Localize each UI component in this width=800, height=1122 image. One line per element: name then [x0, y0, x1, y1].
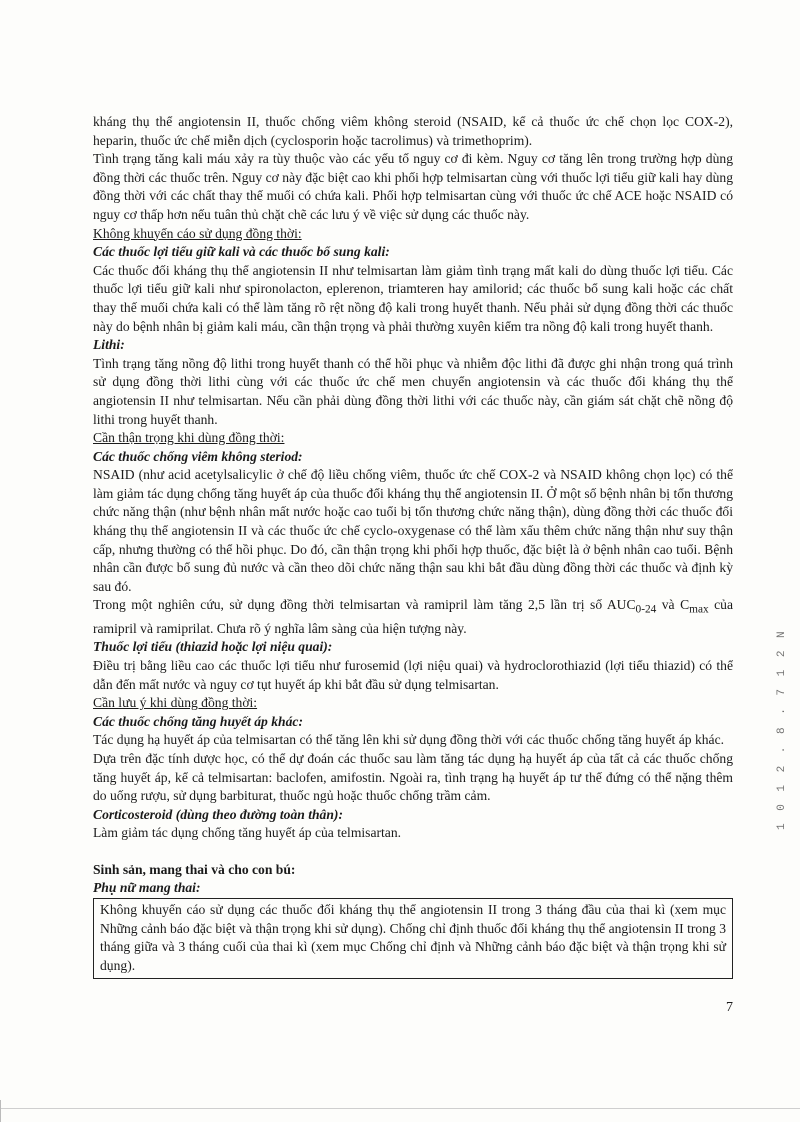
heading-lithium: Lithi:	[93, 337, 125, 353]
paragraph-hyperkalemia-risk: Tình trạng tăng kali máu xảy ra tùy thuộc vào các yếu tố nguy cơ đi kèm. Nguy cơ tăng lên trong trường hợp dùng đồng thời các thuốc trên. Nguy cơ này đặc biệt cao khi phối hợp telmisartan cùng với thuốc lợi tiểu giữ kali hay dùng đồng thời với các chất thay thế muối có chứa kali. Phối hợp telmisartan cùng với thuốc ức chế ACE hoặc NSAID có nguy cơ thấp hơn nếu tuân thủ chặt chẽ các lưu ý về việc sử dụng các thuốc này.	[93, 151, 733, 222]
heading-potassium-sparing-diuretics: Các thuốc lợi tiểu giữ kali và các thuốc bổ sung kali:	[93, 244, 390, 260]
corner-divider	[0, 1100, 1, 1122]
heading-nsaid: Các thuốc chống viêm không steriod:	[93, 448, 303, 464]
auc-subscript: 0-24	[635, 604, 657, 617]
heading-note: Cần lưu ý khi dùng đồng thời:	[93, 695, 258, 711]
paragraph-corticosteroid: Làm giảm tác dụng chống tăng huyết áp của telmisartan.	[93, 825, 402, 841]
paragraph-pharmacology: Dựa trên đặc tính dược học, có thể dự đoán các thuốc sau làm tăng tác dụng hạ huyết áp của tất cả các thuốc chống tăng huyết áp, kể cả telmisartan: baclofen, amifostin. Ngoài ra, tình trạng hạ huyết áp tư thế đứng có thể nặng thêm do uống rượu, sử dụng barbiturat, thuốc ngủ hoặc thuốc chống trầm cảm.	[93, 750, 733, 804]
paragraph-nsaid: NSAID (như acid acetylsalicylic ở chế độ liều chống viêm, thuốc ức chế COX-2 và NSAID không chọn lọc) có thể làm giảm tác dụng chống tăng huyết áp của thuốc đối kháng thụ thể angiotensin II. Ở một số bệnh nhân bị tổn thương chức năng thận (như bệnh nhân mất nước hoặc cao tuổi bị tổn thương chức năng thận), dùng đồng thời các thuốc đối kháng thụ thể angiotensin II và các thuốc ức chế cyclo-oxygenase có thể làm xấu thêm chức năng thận như suy thận cấp, nhưng thường có thể hồi phục. Do đó, cần thận trọng khi phối hợp thuốc, đặc biệt là ở bệnh nhân cao tuổi. Bệnh nhân cần được bổ sung đủ nước và cần theo dõi chức năng thận sau khi bắt đầu dùng đồng thời các thuốc và định kỳ sau đó.	[93, 467, 733, 594]
margin-stamp: 1 0 1 2 . 8 . 7 1 2 N	[776, 628, 788, 830]
ramipril-text-b: và C	[656, 597, 690, 613]
heading-diuretics: Thuốc lợi tiểu (thiazid hoặc lợi niệu quai):	[93, 639, 333, 655]
paragraph-antihypertensives: Tác dụng hạ huyết áp của telmisartan có thể tăng lên khi sử dụng đồng thời với các thuốc chống tăng huyết áp khác.	[93, 732, 725, 748]
footer-divider	[0, 1108, 800, 1109]
document-body	[93, 113, 733, 979]
paragraph-diuretics: Điều trị bằng liều cao các thuốc lợi tiểu như furosemid (lợi niệu quai) và hydroclorothiazid (lợi tiểu thiazid) có thể dẫn đến mất nước và nguy cơ tụt huyết áp khi bắt đầu sử dụng telmisartan.	[93, 657, 733, 692]
heading-antihypertensives: Các thuốc chống tăng huyết áp khác:	[93, 713, 303, 729]
heading-corticosteroid: Corticosteroid (dùng theo đường toàn thân):	[93, 806, 343, 822]
cmax-subscript: max	[689, 604, 709, 617]
heading-pregnancy: Sinh sản, mang thai và cho con bú:	[93, 861, 296, 877]
paragraph-lithium: Tình trạng tăng nồng độ lithi trong huyết thanh có thể hồi phục và nhiễm độc lithi đã được ghi nhận trong quá trình sử dụng đồng thời lithi cùng với các thuốc ức chế men chuyển angiotensin và các thuốc đối kháng thụ thể angiotensin II như telmisartan. Nếu cần phải dùng đồng thời lithi với các thuốc này, cần giám sát chặt chẽ nồng độ lithi trong huyết thanh.	[93, 355, 733, 427]
paragraph-hyperkalemia-drugs: kháng thụ thể angiotensin II, thuốc chống viêm không steroid (NSAID, kể cả thuốc ức chế chọn lọc COX-2), heparin, thuốc ức chế miễn dịch (cyclosporin hoặc tacrolimus) và trimethoprim).	[93, 114, 733, 148]
heading-caution: Cần thận trọng khi dùng đồng thời:	[93, 430, 285, 446]
ramipril-text-c: của ramipril và ramiprilat. Chưa rõ ý nghĩa lâm sàng của hiện tượng này.	[93, 597, 733, 636]
paragraph-ramipril	[93, 596, 733, 638]
page-number: 7	[726, 1000, 733, 1015]
ramipril-text-a: Trong một nghiên cứu, sử dụng đồng thời telmisartan và ramipril làm tăng 2,5 lần trị số AUC	[93, 597, 636, 613]
heading-not-recommended: Không khuyến cáo sử dụng đồng thời:	[93, 225, 302, 241]
heading-pregnant-women: Phụ nữ mang thai:	[93, 880, 201, 896]
paragraph-potassium-sparing: Các thuốc đối kháng thụ thể angiotensin II như telmisartan làm giảm tình trạng mất kali do dùng thuốc lợi tiểu. Các thuốc lợi tiểu giữ kali như spironolacton, eplerenon, triamteren hay amilorid; các thuốc bổ sung kali hoặc các chất thay thế muối chứa kali có thể làm tăng rõ rệt nồng độ kali trong huyết thanh. Nếu phải sử dụng đồng thời các thuốc này do bệnh nhân bị giảm kali máu, cần thận trọng và phải thường xuyên kiểm tra nồng độ kali trong huyết thanh.	[93, 262, 733, 334]
boxed-pregnancy-warning: Không khuyến cáo sử dụng các thuốc đối kháng thụ thể angiotensin II trong 3 tháng đầu của thai kì (xem mục Những cảnh báo đặc biệt và thận trọng khi sử dụng). Chống chỉ định thuốc đối kháng thụ thể angiotensin II trong 3 tháng giữa và 3 tháng cuối của thai kì (xem mục Chống chỉ định và Những cảnh báo đặc biệt và thận trọng khi sử dụng).	[93, 898, 733, 979]
